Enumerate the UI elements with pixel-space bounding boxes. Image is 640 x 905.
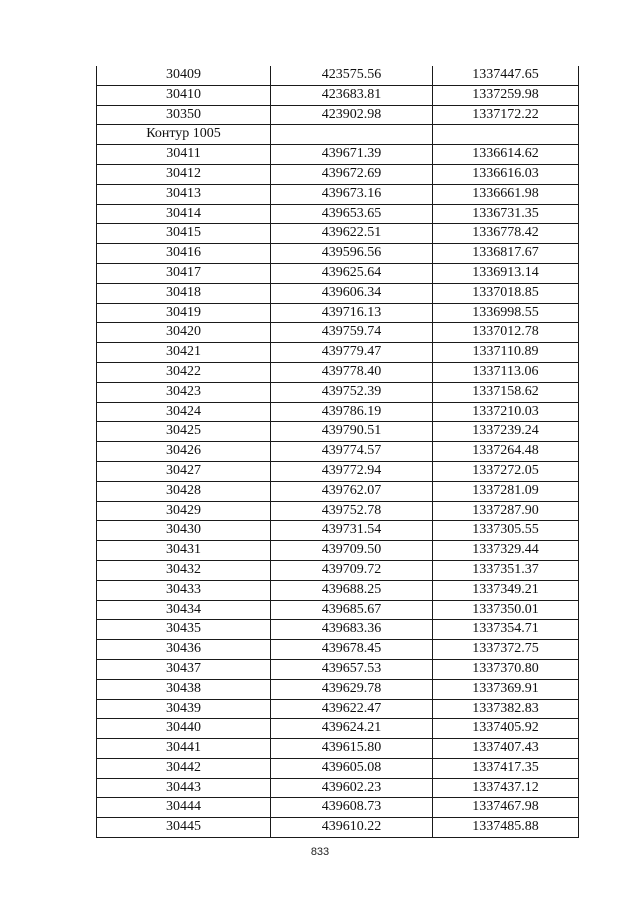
x-coordinate-cell: 439786.19 bbox=[271, 402, 433, 422]
table-row bbox=[97, 85, 579, 105]
x-coordinate-cell: 439596.56 bbox=[271, 244, 433, 264]
x-coordinate-cell: 439615.80 bbox=[271, 739, 433, 759]
x-coordinate-cell: 423575.56 bbox=[271, 66, 433, 85]
x-coordinate-cell: 439608.73 bbox=[271, 798, 433, 818]
table-row bbox=[97, 105, 579, 125]
x-coordinate-cell: 439678.45 bbox=[271, 640, 433, 660]
x-coordinate-cell: 439606.34 bbox=[271, 283, 433, 303]
y-coordinate-cell: 1336778.42 bbox=[433, 224, 579, 244]
table-row bbox=[97, 818, 579, 838]
table-row bbox=[97, 362, 579, 382]
point-id-cell: 30417 bbox=[97, 263, 271, 283]
table-row bbox=[97, 461, 579, 481]
x-coordinate-cell: 439673.16 bbox=[271, 184, 433, 204]
point-id-cell: 30437 bbox=[97, 659, 271, 679]
x-coordinate-cell: 439774.57 bbox=[271, 442, 433, 462]
x-coordinate-cell: 439622.47 bbox=[271, 699, 433, 719]
table-row bbox=[97, 283, 579, 303]
y-coordinate-cell: 1337018.85 bbox=[433, 283, 579, 303]
y-coordinate-cell: 1337259.98 bbox=[433, 85, 579, 105]
y-coordinate-cell: 1337239.24 bbox=[433, 422, 579, 442]
point-id-cell: 30436 bbox=[97, 640, 271, 660]
y-coordinate-cell: 1337158.62 bbox=[433, 382, 579, 402]
table-row bbox=[97, 481, 579, 501]
table-row bbox=[97, 303, 579, 323]
y-coordinate-cell: 1337407.43 bbox=[433, 739, 579, 759]
point-id-cell: 30441 bbox=[97, 739, 271, 759]
x-coordinate-cell: 439790.51 bbox=[271, 422, 433, 442]
y-coordinate-cell: 1337351.37 bbox=[433, 560, 579, 580]
table-row bbox=[97, 204, 579, 224]
y-coordinate-cell: 1337350.01 bbox=[433, 600, 579, 620]
y-coordinate-cell: 1337467.98 bbox=[433, 798, 579, 818]
x-coordinate-cell: 439625.64 bbox=[271, 263, 433, 283]
y-coordinate-cell: 1337210.03 bbox=[433, 402, 579, 422]
point-id-cell: 30434 bbox=[97, 600, 271, 620]
y-coordinate-cell: 1337369.91 bbox=[433, 679, 579, 699]
y-coordinate-cell: 1337372.75 bbox=[433, 640, 579, 660]
table-row bbox=[97, 501, 579, 521]
y-coordinate-cell: 1337370.80 bbox=[433, 659, 579, 679]
point-id-cell: 30432 bbox=[97, 560, 271, 580]
x-coordinate-cell: 439622.51 bbox=[271, 224, 433, 244]
point-id-cell: 30444 bbox=[97, 798, 271, 818]
y-coordinate-cell: 1336998.55 bbox=[433, 303, 579, 323]
y-coordinate-cell: 1337113.06 bbox=[433, 362, 579, 382]
table-row bbox=[97, 442, 579, 462]
point-id-cell: 30419 bbox=[97, 303, 271, 323]
point-id-cell: 30438 bbox=[97, 679, 271, 699]
y-coordinate-cell: 1337447.65 bbox=[433, 66, 579, 85]
x-coordinate-cell: 439752.78 bbox=[271, 501, 433, 521]
point-id-cell: 30413 bbox=[97, 184, 271, 204]
table-row bbox=[97, 521, 579, 541]
x-coordinate-cell: 439752.39 bbox=[271, 382, 433, 402]
table-row bbox=[97, 699, 579, 719]
table-row bbox=[97, 778, 579, 798]
y-coordinate-cell: 1337329.44 bbox=[433, 541, 579, 561]
x-coordinate-cell: 423683.81 bbox=[271, 85, 433, 105]
y-coordinate-cell: 1336731.35 bbox=[433, 204, 579, 224]
point-id-cell: 30439 bbox=[97, 699, 271, 719]
point-id-cell: 30443 bbox=[97, 778, 271, 798]
y-coordinate-cell bbox=[433, 125, 579, 145]
x-coordinate-cell: 439605.08 bbox=[271, 758, 433, 778]
point-id-cell: 30416 bbox=[97, 244, 271, 264]
table-row bbox=[97, 66, 579, 85]
point-id-cell: 30427 bbox=[97, 461, 271, 481]
y-coordinate-cell: 1336614.62 bbox=[433, 145, 579, 165]
table-row bbox=[97, 600, 579, 620]
y-coordinate-cell: 1336661.98 bbox=[433, 184, 579, 204]
x-coordinate-cell: 439709.72 bbox=[271, 560, 433, 580]
coordinates-table-body bbox=[97, 66, 579, 838]
table-row bbox=[97, 560, 579, 580]
point-id-cell: 30425 bbox=[97, 422, 271, 442]
y-coordinate-cell: 1337382.83 bbox=[433, 699, 579, 719]
x-coordinate-cell: 439653.65 bbox=[271, 204, 433, 224]
table-row bbox=[97, 798, 579, 818]
table-row bbox=[97, 541, 579, 561]
point-id-cell: 30414 bbox=[97, 204, 271, 224]
y-coordinate-cell: 1337012.78 bbox=[433, 323, 579, 343]
y-coordinate-cell: 1337281.09 bbox=[433, 481, 579, 501]
x-coordinate-cell: 439657.53 bbox=[271, 659, 433, 679]
x-coordinate-cell: 439759.74 bbox=[271, 323, 433, 343]
y-coordinate-cell: 1337110.89 bbox=[433, 343, 579, 363]
point-id-cell: 30421 bbox=[97, 343, 271, 363]
point-id-cell: 30411 bbox=[97, 145, 271, 165]
point-id-cell: 30442 bbox=[97, 758, 271, 778]
table-row bbox=[97, 679, 579, 699]
y-coordinate-cell: 1337437.12 bbox=[433, 778, 579, 798]
x-coordinate-cell: 439772.94 bbox=[271, 461, 433, 481]
table-row bbox=[97, 382, 579, 402]
point-id-cell: 30435 bbox=[97, 620, 271, 640]
y-coordinate-cell: 1336616.03 bbox=[433, 164, 579, 184]
point-id-cell: 30422 bbox=[97, 362, 271, 382]
x-coordinate-cell: 439671.39 bbox=[271, 145, 433, 165]
x-coordinate-cell: 423902.98 bbox=[271, 105, 433, 125]
point-id-cell: 30412 bbox=[97, 164, 271, 184]
x-coordinate-cell: 439716.13 bbox=[271, 303, 433, 323]
y-coordinate-cell: 1337264.48 bbox=[433, 442, 579, 462]
table-row bbox=[97, 244, 579, 264]
table-row bbox=[97, 164, 579, 184]
table-row bbox=[97, 145, 579, 165]
table-row bbox=[97, 323, 579, 343]
y-coordinate-cell: 1337349.21 bbox=[433, 580, 579, 600]
point-id-cell: 30431 bbox=[97, 541, 271, 561]
table-row bbox=[97, 580, 579, 600]
point-id-cell: 30428 bbox=[97, 481, 271, 501]
point-id-cell: 30433 bbox=[97, 580, 271, 600]
x-coordinate-cell: 439762.07 bbox=[271, 481, 433, 501]
table-row bbox=[97, 659, 579, 679]
x-coordinate-cell: 439778.40 bbox=[271, 362, 433, 382]
table-row bbox=[97, 719, 579, 739]
point-id-cell: 30350 bbox=[97, 105, 271, 125]
table-row bbox=[97, 184, 579, 204]
y-coordinate-cell: 1337354.71 bbox=[433, 620, 579, 640]
table-row bbox=[97, 758, 579, 778]
x-coordinate-cell: 439709.50 bbox=[271, 541, 433, 561]
table-row bbox=[97, 620, 579, 640]
point-id-cell: 30423 bbox=[97, 382, 271, 402]
table-row bbox=[97, 422, 579, 442]
y-coordinate-cell: 1337305.55 bbox=[433, 521, 579, 541]
x-coordinate-cell: 439731.54 bbox=[271, 521, 433, 541]
x-coordinate-cell: 439602.23 bbox=[271, 778, 433, 798]
point-id-cell: 30440 bbox=[97, 719, 271, 739]
point-id-cell: 30409 bbox=[97, 66, 271, 85]
point-id-cell: 30445 bbox=[97, 818, 271, 838]
y-coordinate-cell: 1337272.05 bbox=[433, 461, 579, 481]
x-coordinate-cell: 439688.25 bbox=[271, 580, 433, 600]
table-row bbox=[97, 739, 579, 759]
x-coordinate-cell: 439779.47 bbox=[271, 343, 433, 363]
table-row bbox=[97, 402, 579, 422]
point-id-cell: 30420 bbox=[97, 323, 271, 343]
y-coordinate-cell: 1337417.35 bbox=[433, 758, 579, 778]
x-coordinate-cell: 439685.67 bbox=[271, 600, 433, 620]
point-id-cell: Контур 1005 bbox=[97, 125, 271, 145]
table-row bbox=[97, 125, 579, 145]
x-coordinate-cell: 439672.69 bbox=[271, 164, 433, 184]
y-coordinate-cell: 1337287.90 bbox=[433, 501, 579, 521]
point-id-cell: 30430 bbox=[97, 521, 271, 541]
table-row bbox=[97, 640, 579, 660]
coordinates-table bbox=[96, 66, 579, 838]
point-id-cell: 30424 bbox=[97, 402, 271, 422]
x-coordinate-cell: 439624.21 bbox=[271, 719, 433, 739]
x-coordinate-cell: 439610.22 bbox=[271, 818, 433, 838]
y-coordinate-cell: 1337485.88 bbox=[433, 818, 579, 838]
point-id-cell: 30410 bbox=[97, 85, 271, 105]
y-coordinate-cell: 1336817.67 bbox=[433, 244, 579, 264]
x-coordinate-cell: 439683.36 bbox=[271, 620, 433, 640]
table-row bbox=[97, 343, 579, 363]
y-coordinate-cell: 1337405.92 bbox=[433, 719, 579, 739]
table-row bbox=[97, 224, 579, 244]
y-coordinate-cell: 1337172.22 bbox=[433, 105, 579, 125]
x-coordinate-cell: 439629.78 bbox=[271, 679, 433, 699]
point-id-cell: 30429 bbox=[97, 501, 271, 521]
page-number: 833 bbox=[310, 846, 330, 858]
x-coordinate-cell bbox=[271, 125, 433, 145]
point-id-cell: 30418 bbox=[97, 283, 271, 303]
y-coordinate-cell: 1336913.14 bbox=[433, 263, 579, 283]
table-row bbox=[97, 263, 579, 283]
point-id-cell: 30426 bbox=[97, 442, 271, 462]
point-id-cell: 30415 bbox=[97, 224, 271, 244]
